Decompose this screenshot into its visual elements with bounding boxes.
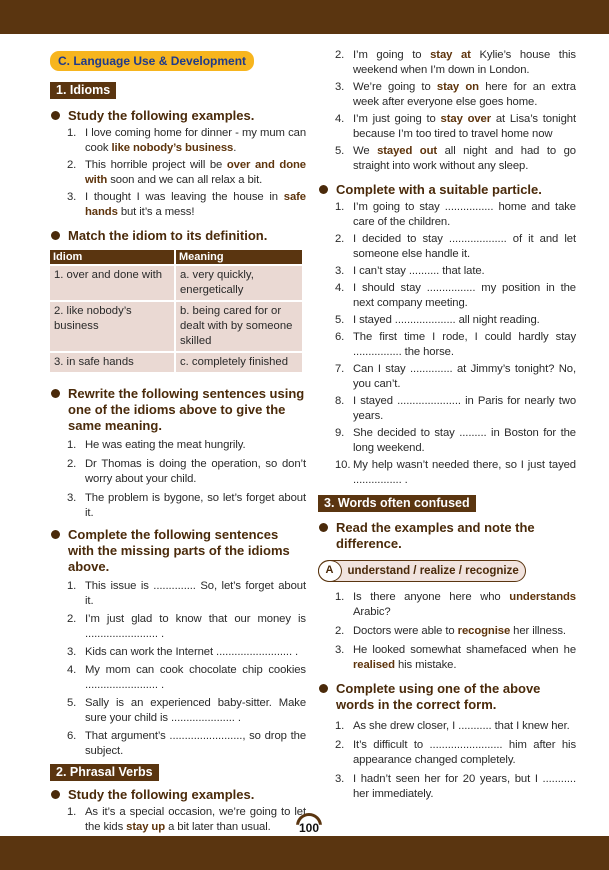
item-text: That argument’s ........................, so drop the subject. [85,730,306,757]
highlighted-phrase: stayed out [377,145,438,157]
item-number: 8. [335,395,345,407]
item-number: 3. [335,773,345,785]
list-item [67,190,306,220]
highlighted-phrase: understands [509,591,576,603]
item-text: This horrible project will be [85,159,227,171]
list-item [335,232,576,262]
list-item [335,330,576,360]
item-text: I’m just glad to know that our money is ........................ . [85,613,306,640]
item-text: I stayed ..................... in Paris for nearly two years. [353,395,576,422]
item-text: Is there anyone here who [353,591,510,603]
item-number: 2. [335,49,345,61]
item-text: My mom can cook chocolate chip cookies ........................ . [85,664,306,691]
section-title-text: 2. Phrasal Verbs [50,764,159,781]
item-number: 1. [335,201,345,213]
banner-label: C. Language Use & Development [50,51,254,71]
item-text: The first time I rode, I could hardly stay ................ the horse. [353,331,576,358]
list-item [335,313,576,328]
phrasal-examples-list-1 [50,805,306,835]
list-item [335,643,576,673]
pill-letter: A [318,560,342,582]
item-text: . [233,142,237,154]
right-column [318,48,576,806]
item-text: Kids can work the Internet ......................... . [85,646,299,658]
item-number: 1. [335,720,345,732]
heading-complete-words: Complete using one of the above words in the correct form. [318,681,576,713]
item-text: but it’s a mess! [117,206,195,218]
item-text: I love coming home for dinner - my mum can cook [85,127,306,154]
item-text: My help wasn’t needed there, so I just tayed ................ . [353,459,576,486]
item-text: Arabic? [353,606,391,618]
item-text: a bit later than usual. [165,821,271,833]
item-text: Can I stay .............. at Jimmy’s tonight? No, you can’t. [353,363,576,390]
item-text: his mistake. [394,659,457,671]
item-number: 3. [335,81,345,93]
item-number: 4. [335,113,345,125]
section-title-text: 3. Words often confused [318,495,476,512]
item-text: We’re going to [353,81,437,93]
item-number: 9. [335,427,345,439]
table-row [50,353,302,372]
item-text: Sally is an experienced baby-sitter. Make sure your child is ..................... . [85,697,306,724]
item-text: I decided to stay ................... of it and let someone else handle it. [353,233,576,260]
item-number: 2. [335,625,345,637]
item-number: 3. [335,644,345,656]
table-cell: 1. over and done with [50,266,174,300]
list-item [335,264,576,279]
heading-rewrite: Rewrite the following sentences using one of the idioms above to give the same meaning. [50,386,306,434]
highlighted-phrase: stay over [440,113,492,125]
section-title-words-confused [318,494,576,512]
item-number: 3. [67,191,77,203]
highlighted-phrase: stay up [126,821,166,833]
list-item [335,80,576,110]
list-item [67,491,306,521]
item-text: This issue is .............. So, let’s forget about it. [85,580,306,607]
particle-list [318,200,576,488]
heading-particle: Complete with a suitable particle. [318,182,576,198]
table-cell: b. being cared for or dealt with by someone skilled [176,302,302,351]
item-number: 3. [67,492,77,504]
list-item [67,729,306,759]
col-header-meaning: Meaning [176,250,302,264]
item-number: 2. [335,233,345,245]
list-item [67,158,306,188]
item-text: He looked somewhat shamefaced when he [353,644,576,656]
item-text: I thought I was leaving the house in [85,191,284,203]
table-cell: a. very quickly, energetically [176,266,302,300]
item-number: 4. [67,664,77,676]
table-cell: 3. in safe hands [50,353,174,372]
complete-words-list [318,719,576,802]
item-number: 5. [67,697,77,709]
list-item [335,362,576,392]
list-item [67,663,306,693]
item-text: The problem is bygone, so let’s forget about it. [85,492,306,519]
item-text: Dr Thomas is doing the operation, so don’t worry about your child. [85,458,306,485]
list-item [67,696,306,726]
item-text: She decided to stay ......... in Boston for the long weekend. [353,427,576,454]
item-number: 6. [335,331,345,343]
list-item [67,126,306,156]
list-item [335,48,576,78]
item-text: As she drew closer, I ........... that I knew her. [353,720,570,732]
item-number: 10. [335,459,351,471]
table-row [50,302,302,351]
section-banner [50,51,306,71]
item-text: I’m going to stay ................ home and take care of the children. [353,201,576,228]
list-item [67,805,306,835]
item-text: Kylie’s house this weekend when I’m down in London. [353,49,576,76]
heading-complete-idioms: Complete the following sentences with the missing parts of the idioms above. [50,527,306,575]
left-column [50,48,306,837]
item-number: 1. [67,580,77,592]
pill-text: understand / realize / recognize [347,565,519,577]
list-item [335,590,576,620]
item-number: 5. [335,145,345,157]
item-text: I stayed .................... all night reading. [353,314,540,326]
list-item [335,738,576,768]
page-number: 100 [292,813,326,836]
list-item [67,438,306,453]
bottom-bar [0,836,609,870]
item-text: I’m going to [353,49,431,61]
item-text: We [353,145,378,157]
list-item [335,458,576,488]
item-text: I can’t stay .......... that late. [353,265,485,277]
highlighted-phrase: over and done with [85,159,306,186]
list-item [335,426,576,456]
item-number: 2. [335,739,345,751]
item-text: here for an extra week after everyone else goes home. [353,81,576,108]
highlighted-phrase: safe hands [85,191,306,218]
phrasal-examples-list-2 [318,48,576,174]
idiom-table [48,248,304,374]
item-number: 1. [67,127,77,139]
section-title-idioms [50,81,306,99]
item-text: I’m just going to [353,113,441,125]
list-item [335,112,576,142]
heading-match-idiom: Match the idiom to its definition. [50,228,306,244]
table-cell: 2. like nobody’s business [50,302,174,351]
list-item [67,612,306,642]
highlighted-phrase: stay on [436,81,479,93]
idiom-examples-list [50,126,306,220]
item-text: soon and we can all relax a bit. [107,174,263,186]
item-text: As it’s a special occasion, we’re going to let the kids [85,806,306,833]
item-number: 7. [335,363,345,375]
word-group-pill [318,560,576,582]
item-number: 6. [67,730,77,742]
list-item [335,200,576,230]
highlighted-phrase: recognise [457,625,511,637]
rewrite-list [50,438,306,521]
list-item [335,144,576,174]
list-item [67,579,306,609]
item-text: I hadn’t seen her for 20 years, but I ........... her immediately. [353,773,576,800]
section-title-phrasal-verbs [50,763,306,781]
heading-study-phrasal: Study the following examples. [50,787,306,803]
list-item [335,394,576,424]
list-item [335,281,576,311]
item-text: at Lisa’s tonight because I’m too tired to travel home now [353,113,576,140]
list-item [67,645,306,660]
confused-examples-list [318,590,576,673]
item-text: her illness. [510,625,566,637]
highlighted-phrase: stay at [430,49,471,61]
item-number: 2. [67,613,77,625]
item-text: He was eating the meat hungrily. [85,439,246,451]
highlighted-phrase: realised [353,659,395,671]
item-text: It’s difficult to ........................ him after his appearance changed completely. [353,739,576,766]
item-number: 1. [67,439,77,451]
table-cell: c. completely finished [176,353,302,372]
heading-study-examples: Study the following examples. [50,108,306,124]
col-header-idiom: Idiom [50,250,174,264]
item-number: 2. [67,458,77,470]
item-text: Doctors were able to [353,625,458,637]
table-row [50,266,302,300]
complete-idioms-list [50,579,306,759]
top-bar [0,0,609,34]
item-number: 3. [335,265,345,277]
item-number: 1. [335,591,345,603]
list-item [335,772,576,802]
item-text: all night and had to go straight into work without any sleep. [353,145,576,172]
list-item [335,624,576,639]
section-title-text: 1. Idioms [50,82,116,99]
item-number: 2. [67,159,77,171]
item-number: 4. [335,282,345,294]
heading-read-examples: Read the examples and note the difference. [318,520,576,552]
list-item [67,457,306,487]
highlighted-phrase: like nobody’s business [111,142,234,154]
item-number: 5. [335,314,345,326]
item-number: 1. [67,806,77,818]
item-number: 3. [67,646,77,658]
item-text: I should stay ................ my position in the next company meeting. [353,282,576,309]
list-item [335,719,576,734]
